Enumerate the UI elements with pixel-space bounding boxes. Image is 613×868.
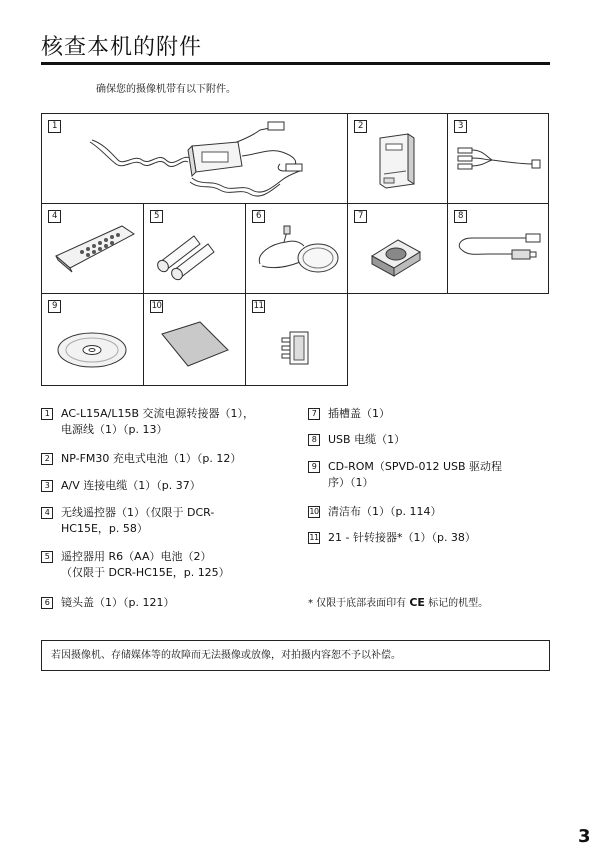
item-text: 清洁布（1）（p. 114）	[328, 505, 442, 518]
item-text: A/V 连接电缆（1）（p. 37）	[61, 479, 201, 492]
footnote-text-before: * 仅限于底部表面印有	[308, 598, 410, 609]
item-text: 插槽盖（1）	[328, 407, 390, 420]
accessory-grid	[41, 113, 549, 386]
item-number: 5	[41, 551, 53, 563]
title-rule	[41, 62, 550, 65]
accessory-cell-6	[245, 203, 348, 294]
item-number: 10	[309, 507, 319, 516]
cell-number: 7	[354, 210, 367, 223]
item-number: 7	[308, 408, 320, 420]
item-number: 3	[41, 480, 53, 492]
footnote-text-after: 标记的机型。	[424, 598, 489, 609]
list-item	[41, 549, 291, 581]
accessory-cell-1	[41, 113, 348, 204]
accessory-cell-9	[41, 293, 144, 386]
item-number: 4	[41, 507, 53, 519]
cell-number: 11	[253, 301, 264, 311]
shoe-cap-icon	[348, 204, 449, 295]
accessory-cell-10	[143, 293, 246, 386]
list-item	[41, 406, 291, 438]
accessory-cell-3	[447, 113, 549, 204]
list-item	[308, 432, 558, 448]
accessory-cell-5	[143, 203, 246, 294]
accessory-cell-2	[347, 113, 448, 204]
accessory-cell-11	[245, 293, 348, 386]
list-item	[41, 451, 291, 467]
item-text: 无线遥控器（1）（仅限于 DCR- HC15E，p. 58）	[61, 506, 215, 535]
accessory-cell-7	[347, 203, 448, 294]
page-title: 核查本机的附件	[41, 35, 203, 60]
cell-number: 9	[48, 300, 61, 313]
list-item	[41, 505, 291, 537]
cleaning-cloth-icon	[144, 294, 247, 387]
usb-cable-icon	[448, 204, 550, 295]
item-number: 9	[308, 461, 320, 473]
cell-number: 5	[150, 210, 163, 223]
list-item	[308, 504, 558, 520]
item-text: 镜头盖（1）（p. 121）	[61, 596, 175, 609]
accessory-cell-8	[447, 203, 549, 294]
item-number: 11	[309, 533, 319, 542]
adaptor-21pin-icon	[246, 294, 349, 387]
cell-number: 10	[151, 301, 162, 311]
cell-number: 1	[48, 120, 61, 133]
item-number: 6	[41, 597, 53, 609]
cell-number: 4	[48, 210, 61, 223]
item-text: NP-FM30 充电式电池（1）（p. 12）	[61, 452, 242, 465]
notice-box: 若因摄像机、存储媒体等的故障而无法摄像或放像，对拍摄内容恕不予以补偿。	[41, 640, 550, 671]
intro-text: 确保您的摄像机带有以下附件。	[96, 84, 236, 95]
accessory-cell-4	[41, 203, 144, 294]
cell-number: 2	[354, 120, 367, 133]
list-item	[308, 406, 558, 422]
item-text: USB 电缆（1）	[328, 433, 406, 446]
ce-mark: CE	[409, 596, 425, 609]
cell-number: 6	[252, 210, 265, 223]
av-cable-icon	[448, 114, 550, 205]
item-number: 1	[41, 408, 53, 420]
item-text: CD-ROM（SPVD-012 USB 驱动程 序）（1）	[328, 460, 503, 489]
battery-pack-icon	[348, 114, 449, 205]
list-item	[41, 478, 291, 494]
list-item	[308, 530, 558, 546]
cd-rom-icon	[42, 294, 145, 387]
item-text: AC-L15A/L15B 交流电源转接器（1）， 电源线（1）（p. 13）	[61, 407, 255, 436]
r6-batteries-icon	[144, 204, 247, 295]
cell-number: 8	[454, 210, 467, 223]
page-number: 3	[578, 826, 591, 847]
item-text: 遥控器用 R6（AA）电池（2） （仅限于 DCR-HC15E，p. 125）	[61, 550, 230, 579]
cell-number: 3	[454, 120, 467, 133]
footnote	[308, 594, 488, 609]
lens-cap-icon	[246, 204, 349, 295]
list-item	[41, 595, 291, 611]
item-text: 21 - 针转接器*（1）（p. 38）	[328, 531, 476, 544]
item-number: 8	[308, 434, 320, 446]
item-number: 2	[41, 453, 53, 465]
remote-commander-icon	[42, 204, 145, 295]
list-item	[308, 459, 558, 491]
ac-adaptor-icon	[42, 114, 349, 205]
